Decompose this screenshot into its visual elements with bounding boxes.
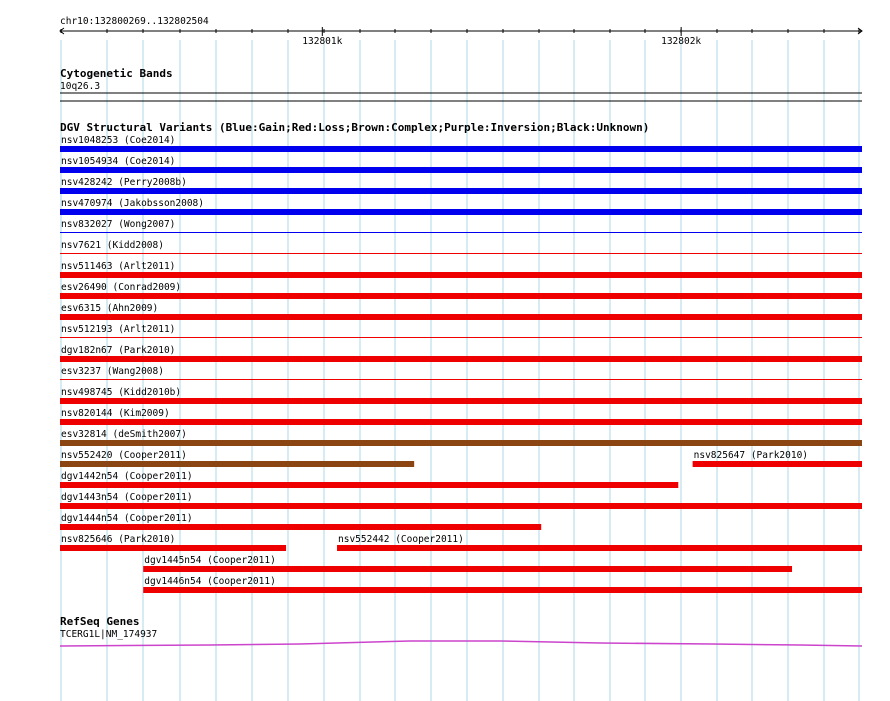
dgv-feature-label: esv3237 (Wang2008) [61, 366, 164, 377]
dgv-feature-bar[interactable] [60, 419, 862, 425]
dgv-feature[interactable] [60, 450, 414, 467]
dgv-feature-label: dgv1445n54 (Cooper2011) [144, 555, 276, 566]
dgv-feature[interactable] [60, 177, 862, 194]
dgv-feature-label: nsv552420 (Cooper2011) [61, 450, 187, 461]
dgv-feature-label: nsv498745 (Kidd2010b) [61, 387, 182, 398]
dgv-feature-label: nsv1048253 (Coe2014) [61, 135, 176, 146]
region-label: chr10:132800269..132802504 [60, 16, 209, 27]
cytoband-track-title: Cytogenetic Bands [60, 67, 173, 80]
dgv-feature-bar[interactable] [60, 253, 862, 254]
dgv-feature-label: esv32814 (deSmith2007) [61, 429, 187, 440]
dgv-feature-bar[interactable] [60, 337, 862, 338]
dgv-feature[interactable] [60, 471, 678, 488]
dgv-feature-label: nsv825647 (Park2010) [693, 450, 809, 461]
dgv-feature-label: esv6315 (Ahn2009) [61, 303, 159, 314]
dgv-feature[interactable] [60, 492, 862, 509]
dgv-feature-bar[interactable] [60, 314, 862, 320]
dgv-feature-bar[interactable] [60, 232, 862, 233]
dgv-feature-bar[interactable] [60, 440, 862, 446]
dgv-feature-label: nsv832027 (Wong2007) [61, 219, 176, 230]
dgv-feature-label: esv26490 (Conrad2009) [61, 282, 182, 293]
dgv-feature-label: nsv825646 (Park2010) [61, 534, 176, 545]
dgv-feature[interactable] [693, 450, 862, 467]
dgv-track-title: DGV Structural Variants (Blue:Gain;Red:Loss;Brown:Complex;Purple:Inversion;Black:Unknown) [60, 121, 650, 134]
ruler-tick-label: 132801k [302, 36, 343, 47]
dgv-feature[interactable] [60, 387, 862, 404]
dgv-feature-bar[interactable] [60, 503, 862, 509]
dgv-feature[interactable] [143, 555, 792, 572]
vertical-grid [61, 40, 859, 701]
dgv-feature-bar[interactable] [60, 545, 286, 551]
dgv-feature[interactable] [60, 429, 862, 446]
cytoband-label[interactable]: 10q26.3 [60, 81, 101, 92]
dgv-feature-label: nsv552442 (Cooper2011) [338, 534, 464, 545]
dgv-feature-label: nsv470974 (Jakobsson2008) [61, 198, 204, 209]
dgv-feature-bar[interactable] [143, 587, 862, 593]
dgv-feature-bar[interactable] [60, 379, 862, 380]
dgv-feature-label: dgv182n67 (Park2010) [61, 345, 176, 356]
dgv-feature-bar[interactable] [60, 272, 862, 278]
dgv-feature-label: nsv428242 (Perry2008b) [61, 177, 187, 188]
dgv-feature-bar[interactable] [143, 566, 792, 572]
dgv-feature-bar[interactable] [60, 146, 862, 152]
refseq-gene-label[interactable]: TCERG1L|NM_174937 [60, 629, 158, 640]
refseq-track-title: RefSeq Genes [60, 615, 140, 628]
dgv-feature-bar[interactable] [693, 461, 862, 467]
dgv-feature-bar[interactable] [60, 398, 862, 404]
dgv-feature-label: dgv1442n54 (Cooper2011) [61, 471, 193, 482]
ruler-tick-label: 132802k [661, 36, 702, 47]
dgv-feature[interactable] [60, 513, 541, 530]
dgv-feature-label: dgv1443n54 (Cooper2011) [61, 492, 193, 503]
dgv-feature-bar[interactable] [337, 545, 862, 551]
dgv-feature-bar[interactable] [60, 356, 862, 362]
dgv-feature-label: nsv512193 (Arlt2011) [61, 324, 176, 335]
dgv-feature-bar[interactable] [60, 188, 862, 194]
dgv-feature[interactable] [60, 282, 862, 299]
dgv-feature-label: dgv1444n54 (Cooper2011) [61, 513, 193, 524]
dgv-feature-label: nsv511463 (Arlt2011) [61, 261, 176, 272]
dgv-feature-bar[interactable] [60, 293, 862, 299]
dgv-feature-bar[interactable] [60, 167, 862, 173]
dgv-feature-bar[interactable] [60, 209, 862, 215]
dgv-feature-label: dgv1446n54 (Cooper2011) [144, 576, 276, 587]
dgv-feature-bar[interactable] [60, 482, 678, 488]
dgv-feature-bar[interactable] [60, 461, 414, 467]
dgv-feature-bar[interactable] [60, 524, 541, 530]
dgv-feature-label: nsv7621 (Kidd2008) [61, 240, 164, 251]
dgv-feature-label: nsv820144 (Kim2009) [61, 408, 170, 419]
dgv-feature[interactable] [337, 534, 862, 551]
dgv-feature-label: nsv1054934 (Coe2014) [61, 156, 176, 167]
dgv-feature[interactable] [60, 198, 862, 215]
